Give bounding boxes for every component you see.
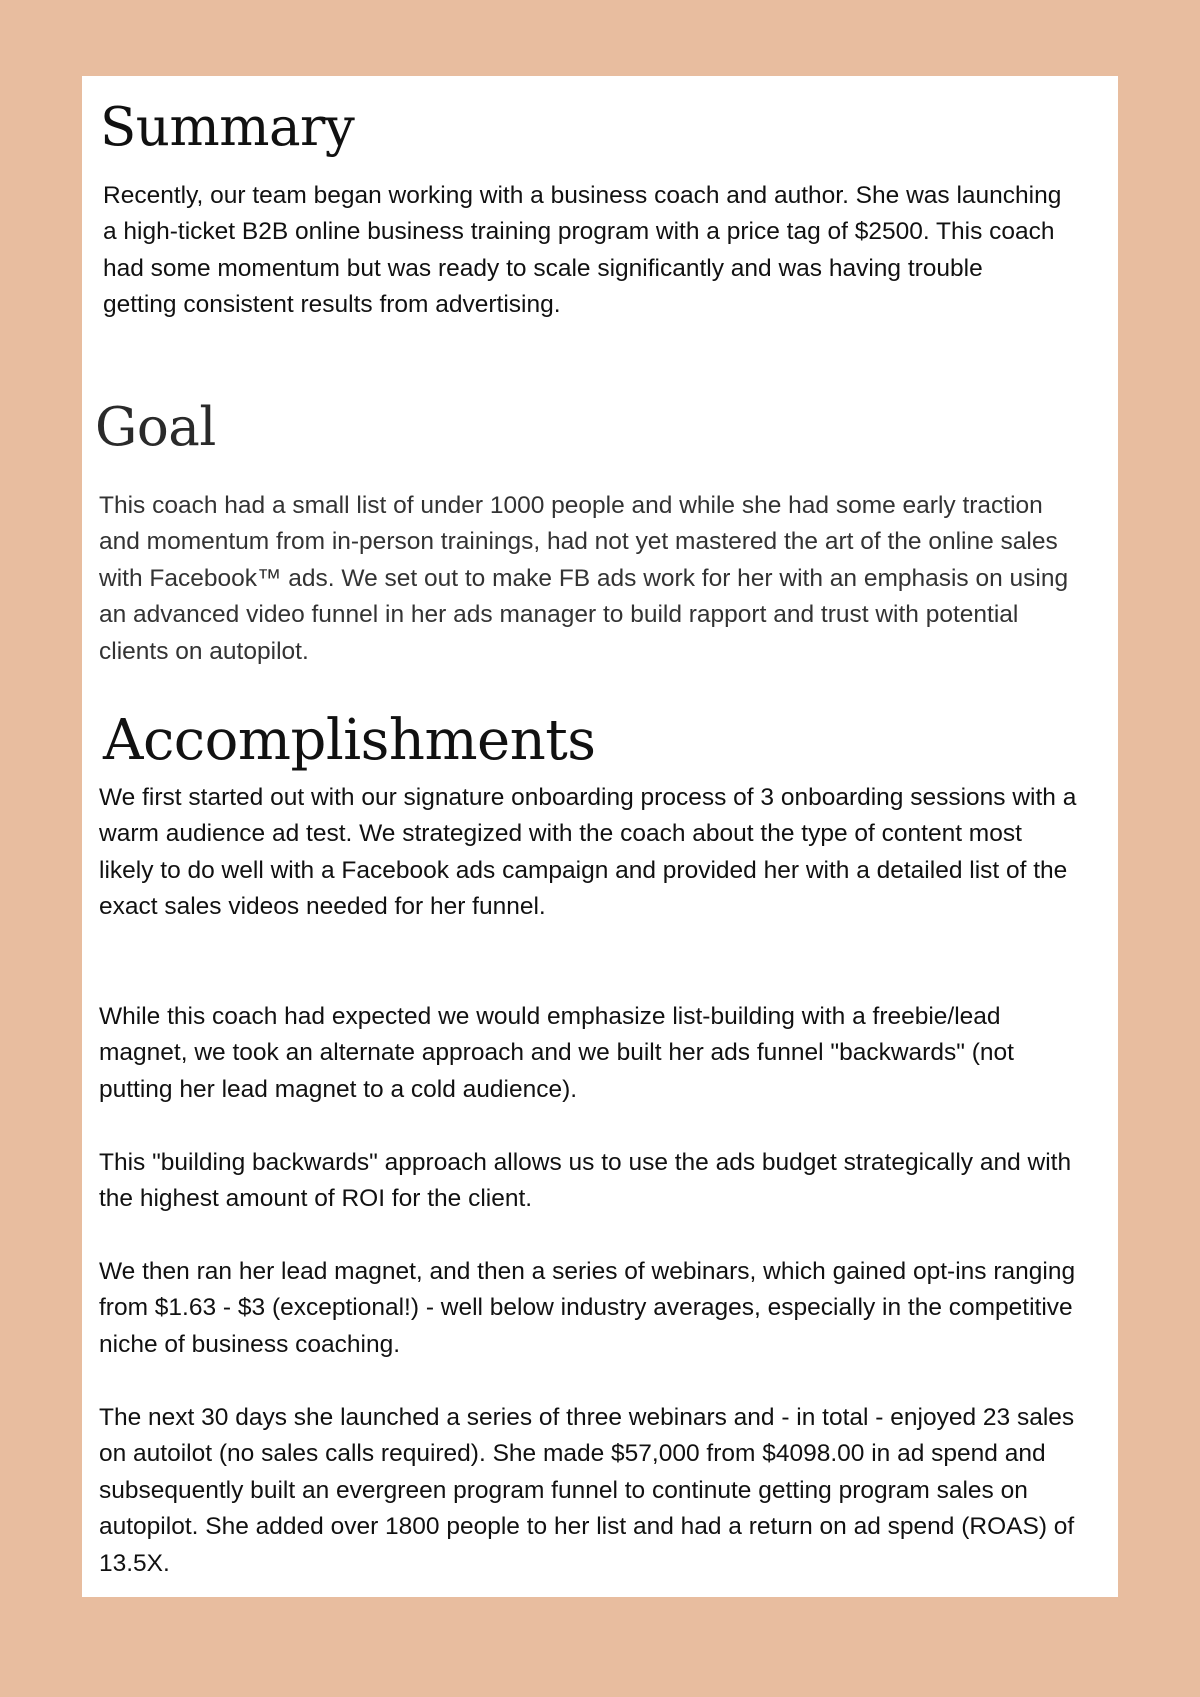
goal-heading: Goal: [95, 397, 216, 458]
document-page: [82, 76, 1118, 1597]
accomplishments-paragraph-3: This "building backwards" approach allows us to use the ads budget strategically and with the highest amount of ROI for the client.: [99, 1149, 1072, 1213]
accomplishments-paragraph-1: We first started out with our signature onboarding process of 3 onboarding sessions with a warm audience ad test. We strategized with the coach about the type of content most likely to do well with a Facebook ads campaign and provided her with a detailed list of the exact sales videos needed for her funnel.: [99, 784, 1077, 921]
summary-heading: Summary: [100, 97, 355, 158]
goal-paragraph: This coach had a small list of under 1000 people and while she had some early traction and momentum from in-person trainings, had not yet mastered the art of the online sales with Facebook™ ads. We set out to make FB ads work for her with an emphasis on using an advanced video funnel in her ads manager to build rapport and trust with potential clients on autopilot.: [99, 492, 1069, 665]
accomplishments-paragraph-4: We then ran her lead magnet, and then a series of webinars, which gained opt-ins ranging from $1.63 - $3 (exceptional!) - well below industry averages, especially in the competitive niche of business coaching.: [99, 1258, 1076, 1358]
accomplishments-heading: Accomplishments: [103, 708, 596, 773]
summary-paragraph: Recently, our team began working with a business coach and author. She was launching a high-ticket B2B online business training program with a price tag of $2500. This coach had some momentum but was ready to scale significantly and was having trouble getting consistent results from advertising.: [103, 182, 1062, 319]
accomplishments-paragraph-2: While this coach had expected we would emphasize list-building with a freebie/lead magnet, we took an alternate approach and we built her ads funnel "backwards" (not putting her lead magnet to a cold audience).: [99, 1003, 1014, 1103]
accomplishments-paragraph-5: The next 30 days she launched a series of three webinars and - in total - enjoyed 23 sales on autoilot (no sales calls required). She made $57,000 from $4098.00 in ad spend and subsequently built an evergreen program funnel to continute getting program sales on autopilot. She added over 1800 people to her list and had a return on ad spend (ROAS) of 13.5X.: [99, 1404, 1075, 1577]
